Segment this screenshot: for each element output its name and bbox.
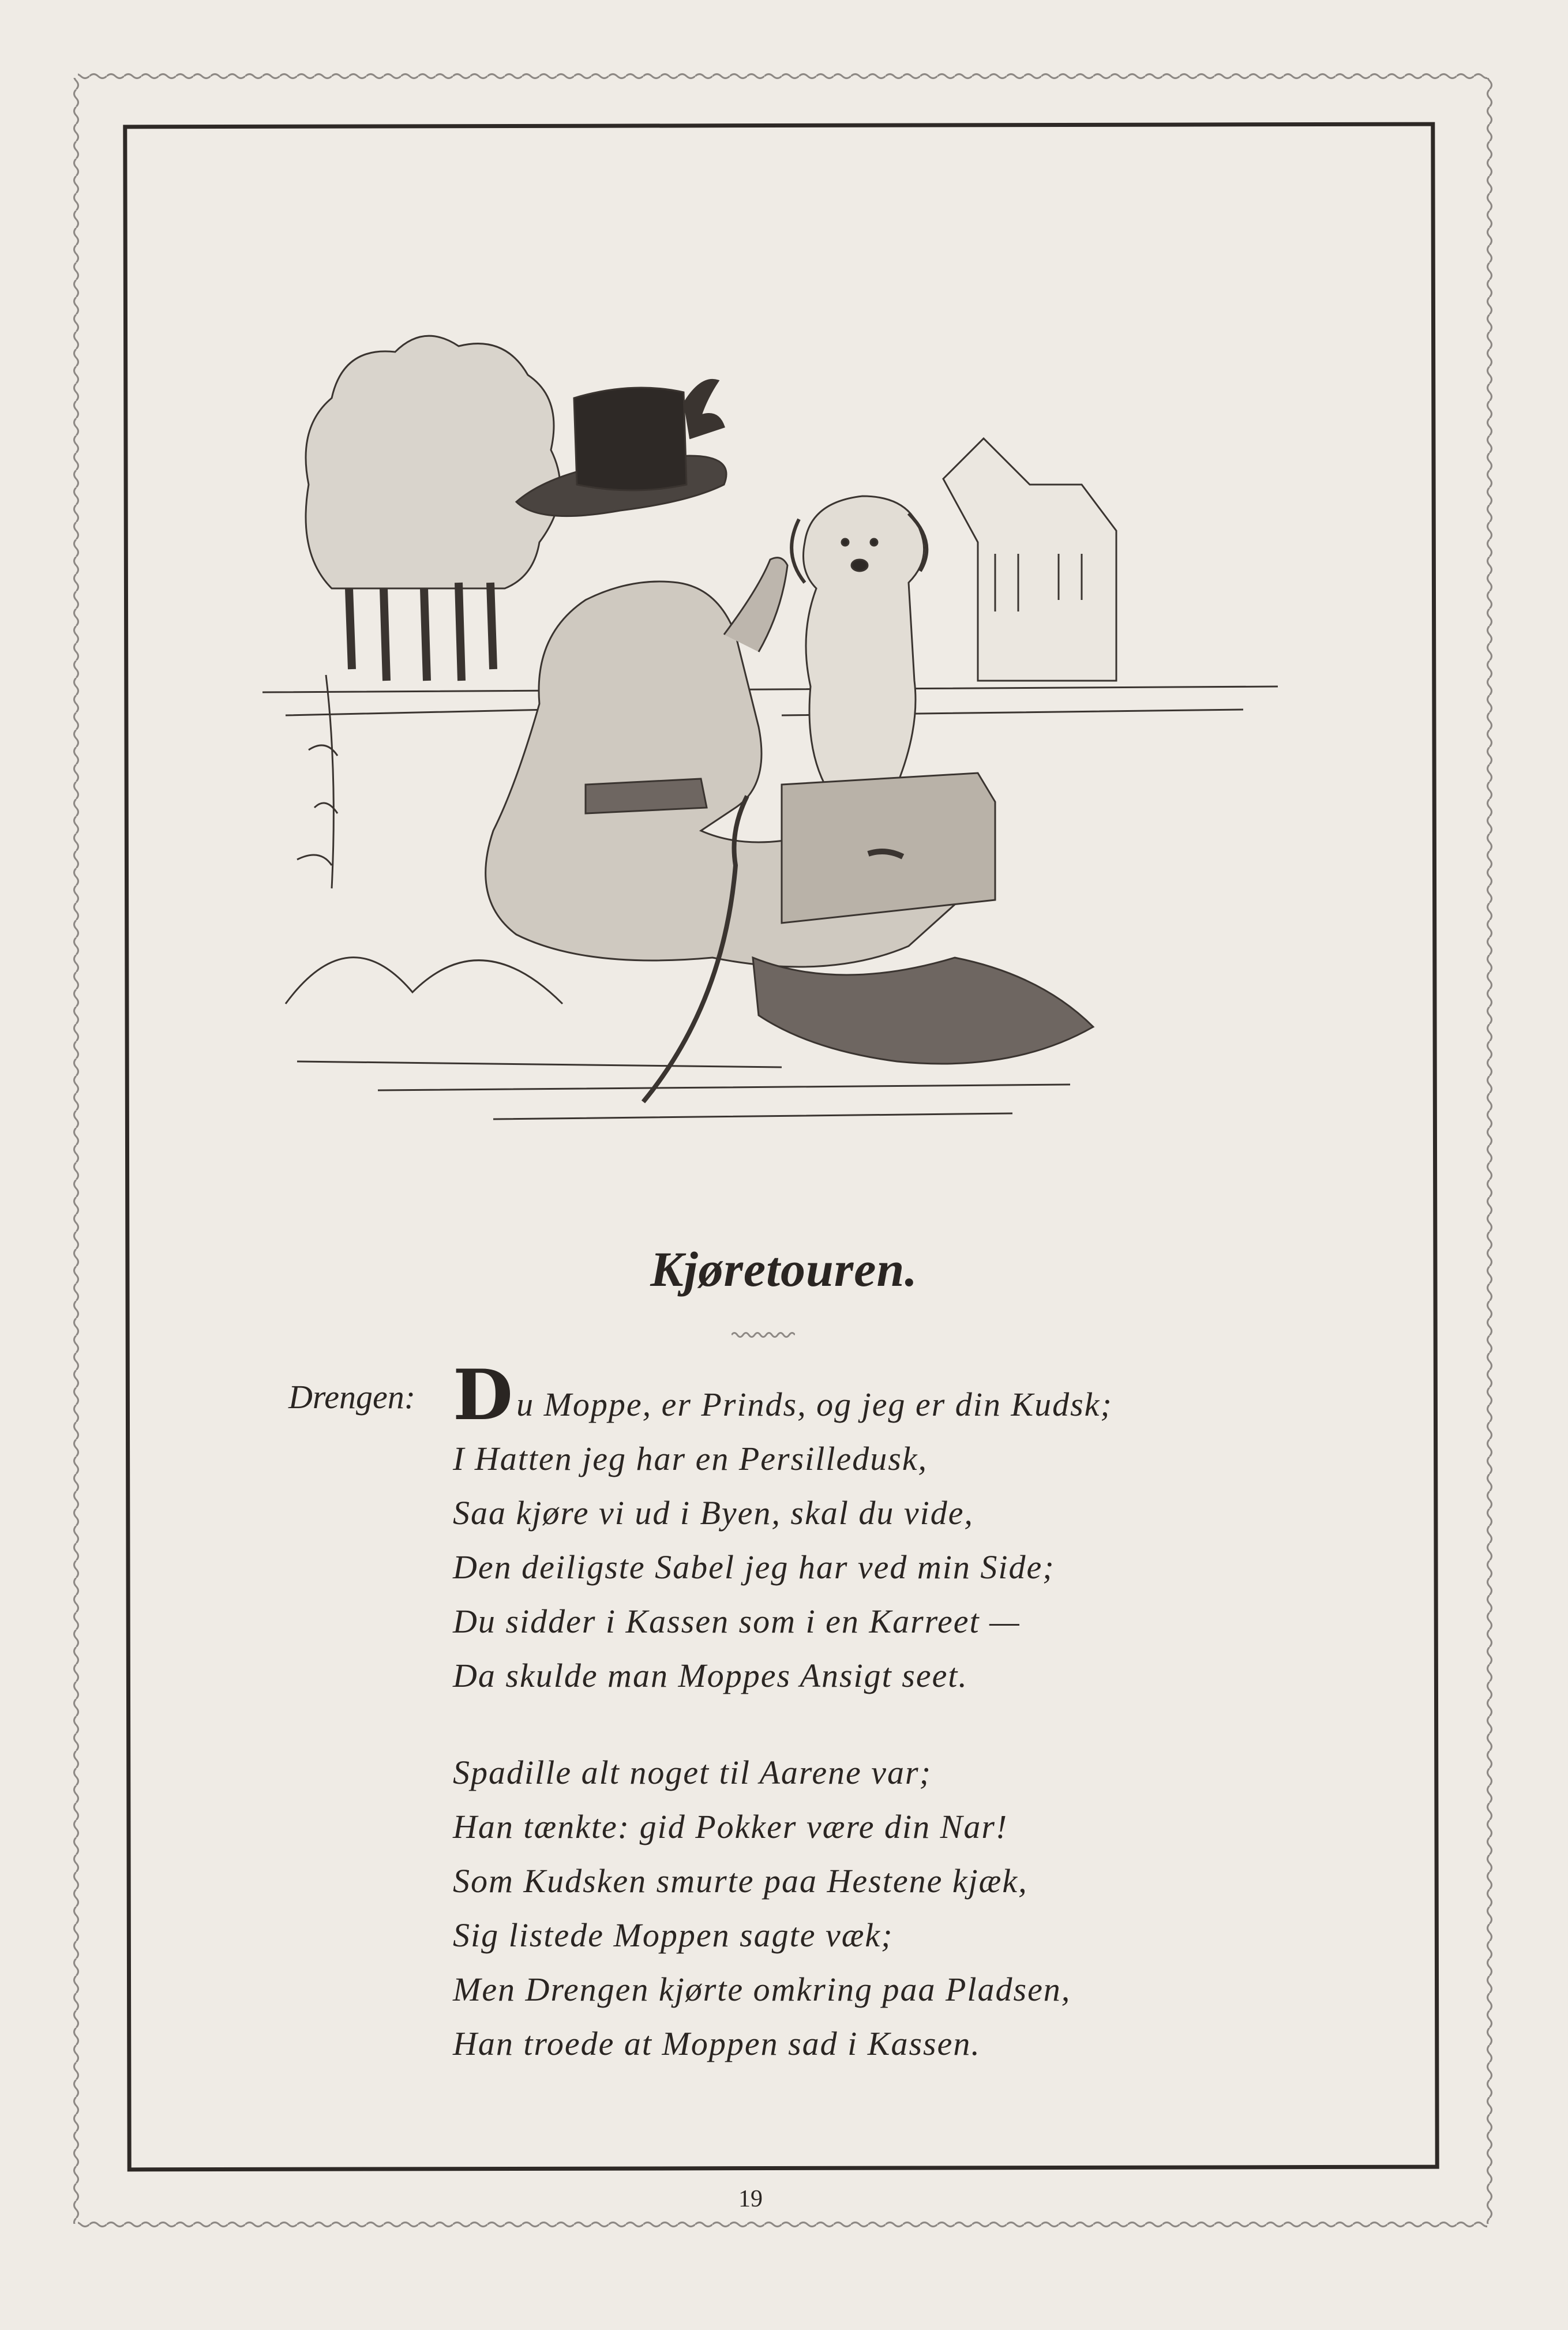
verse-line: Spadille alt noget til Aarene var;: [453, 1754, 932, 1791]
speaker-label: Drengen:: [288, 1378, 416, 1416]
verse-line: Den deiligste Sabel jeg har ved min Side;: [453, 1548, 1055, 1586]
verse-line: Men Drengen kjørte omkring paa Pladsen,: [453, 1971, 1071, 2008]
verse-line: Da skulde man Moppes Ansigt seet.: [453, 1657, 968, 1694]
verse-line: Du sidder i Kassen som i en Karreet —: [453, 1603, 1021, 1640]
engraving-illustration: [262, 312, 1284, 1131]
poem-title: Kjøretouren.: [650, 1241, 918, 1297]
verse-line: Som Kudsken smurte paa Hestene kjæk,: [453, 1862, 1028, 1900]
verse-line: Du Moppe, er Prinds, og jeg er din Kudsk;: [453, 1355, 1113, 1436]
title-ornament: [732, 1331, 795, 1342]
verse-line: Han tænkte: gid Pokker være din Nar!: [453, 1808, 1008, 1845]
verse-line: Han troede at Moppen sad i Kassen.: [453, 2025, 981, 2062]
drop-cap: D: [453, 1355, 515, 1436]
verse-line: Sig listede Moppen sagte væk;: [453, 1916, 894, 1954]
verse-line: I Hatten jeg har en Persilledusk,: [453, 1440, 928, 1477]
stanza-2: [453, 1746, 1071, 2071]
stanza-1: [453, 1355, 1113, 1703]
verse-line: Saa kjøre vi ud i Byen, skal du vide,: [453, 1494, 974, 1532]
page-number: 19: [738, 2186, 763, 2212]
